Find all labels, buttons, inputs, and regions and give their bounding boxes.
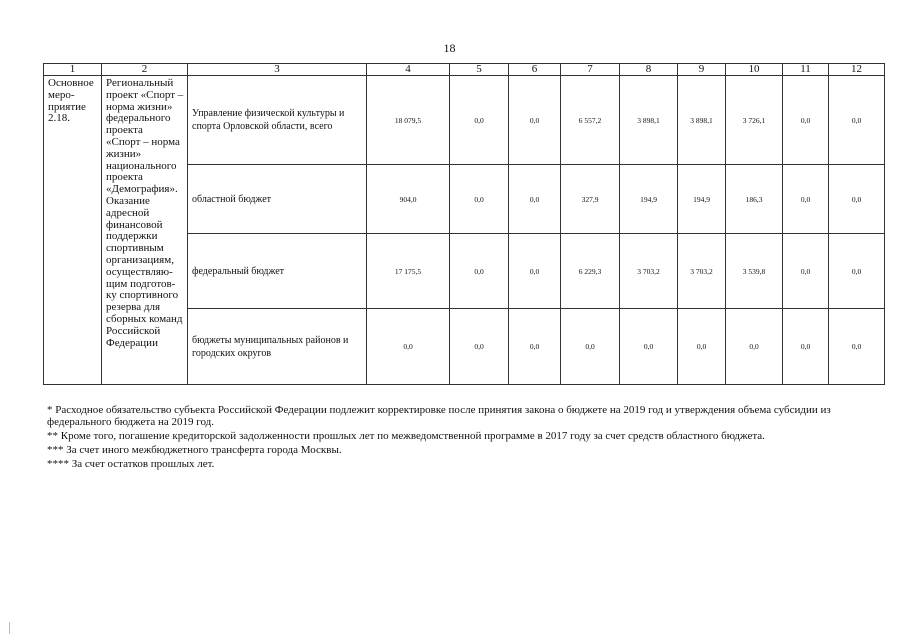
amount-cell: 0,0 — [783, 234, 829, 309]
footnote: ** Кроме того, погашение кредиторской задолженности прошлых лет по межведомственной программе в 2017 году за счет средств областного бюджета. — [47, 430, 765, 442]
amount-cell: 0,0 — [678, 309, 726, 385]
description-line: норма жизни» — [106, 100, 173, 113]
amount-cell: 327,9 — [561, 165, 620, 234]
description-line: «Демография». — [106, 183, 178, 196]
description-line: резерва для — [106, 301, 161, 314]
description-line: Российской — [106, 324, 161, 337]
amount-cell: 0,0 — [450, 76, 509, 165]
event-name-cell — [44, 76, 102, 385]
description-line: ку спортивного — [106, 289, 179, 302]
amount-cell: 0,0 — [829, 309, 885, 385]
description-line: Федерации — [106, 336, 158, 349]
amount-cell: 3 898,1 — [678, 76, 726, 165]
description-line: финансовой — [106, 218, 163, 231]
amount-cell: 0,0 — [561, 309, 620, 385]
amount-cell: 0,0 — [829, 234, 885, 309]
column-header: 11 — [783, 64, 829, 76]
amount-cell: 0,0 — [450, 234, 509, 309]
amount-cell: 0,0 — [367, 309, 450, 385]
footnotes — [47, 404, 867, 472]
amount-cell: 194,9 — [620, 165, 678, 234]
amount-cell: 904,0 — [367, 165, 450, 234]
event-line: приятие — [48, 100, 86, 113]
description-line: проекта — [106, 171, 143, 184]
column-header: 4 — [367, 64, 450, 76]
page-number: 18 — [443, 41, 456, 55]
description-line: национального — [106, 159, 177, 172]
description-line: жизни» — [106, 147, 142, 160]
event-line: 2.18. — [48, 112, 70, 125]
amount-cell: 0,0 — [509, 165, 561, 234]
column-header: 7 — [561, 64, 620, 76]
column-header: 2 — [102, 64, 188, 76]
amount-cell: 0,0 — [783, 76, 829, 165]
description-line: сборных команд — [106, 312, 183, 325]
funding-source-cell: областной бюджет — [188, 165, 367, 234]
column-header: 6 — [509, 64, 561, 76]
scan-edge-mark — [9, 622, 10, 634]
column-header: 5 — [450, 64, 509, 76]
amount-cell: 0,0 — [829, 76, 885, 165]
amount-cell: 0,0 — [783, 165, 829, 234]
event-line: меро- — [48, 88, 75, 101]
footnote: * Расходное обязательство субъекта Российской Федерации подлежит корректировке после принятия закона о бюджете на 2019 год и утверждения объема субсидии из федерального бюджета на 2019 год. — [47, 404, 831, 428]
amount-cell: 17 175,5 — [367, 234, 450, 309]
event-line: Основное — [48, 77, 94, 89]
budget-table — [43, 63, 885, 385]
description-line: щим подготов- — [106, 277, 176, 290]
amount-cell: 0,0 — [450, 309, 509, 385]
description-line: спортивным — [106, 242, 164, 255]
column-header: 3 — [188, 64, 367, 76]
funding-source-cell: федеральный бюджет — [188, 234, 367, 309]
column-header: 8 — [620, 64, 678, 76]
table-row — [44, 76, 885, 165]
description-line: Региональный — [106, 77, 174, 89]
column-header: 9 — [678, 64, 726, 76]
table-header-row — [44, 64, 885, 76]
footnote: **** За счет остатков прошлых лет. — [47, 458, 215, 470]
description-line: адресной — [106, 206, 150, 219]
amount-cell: 3 539,8 — [726, 234, 783, 309]
amount-cell: 194,9 — [678, 165, 726, 234]
amount-cell: 0,0 — [726, 309, 783, 385]
amount-cell: 0,0 — [509, 234, 561, 309]
amount-cell: 3 703,2 — [678, 234, 726, 309]
description-line: организациям, — [106, 253, 174, 266]
amount-cell: 6 557,2 — [561, 76, 620, 165]
amount-cell: 3 703,2 — [620, 234, 678, 309]
description-line: поддержки — [106, 230, 158, 243]
amount-cell: 0,0 — [783, 309, 829, 385]
description-line: проект «Спорт – — [106, 88, 184, 101]
funding-source-cell: Управление физической культуры и спорта Орловской области, всего — [188, 76, 367, 165]
funding-source-cell: бюджеты муниципальных районов и городских округов — [188, 309, 367, 385]
column-header: 1 — [44, 64, 102, 76]
description-line: проекта — [106, 124, 143, 137]
description-line: Оказание — [106, 194, 150, 207]
amount-cell: 0,0 — [509, 76, 561, 165]
description-line: «Спорт – норма — [106, 135, 180, 148]
amount-cell: 6 229,3 — [561, 234, 620, 309]
amount-cell: 0,0 — [450, 165, 509, 234]
amount-cell: 18 079,5 — [367, 76, 450, 165]
amount-cell: 3 726,1 — [726, 76, 783, 165]
amount-cell: 186,3 — [726, 165, 783, 234]
amount-cell: 0,0 — [620, 309, 678, 385]
footnote: *** За счет иного межбюджетного трансферта города Москвы. — [47, 444, 342, 456]
amount-cell: 0,0 — [509, 309, 561, 385]
column-header: 12 — [829, 64, 885, 76]
description-line: федерального — [106, 112, 171, 125]
amount-cell: 0,0 — [829, 165, 885, 234]
amount-cell: 3 898,1 — [620, 76, 678, 165]
description-line: осуществляю- — [106, 265, 173, 278]
column-header: 10 — [726, 64, 783, 76]
event-description-cell — [102, 76, 188, 385]
